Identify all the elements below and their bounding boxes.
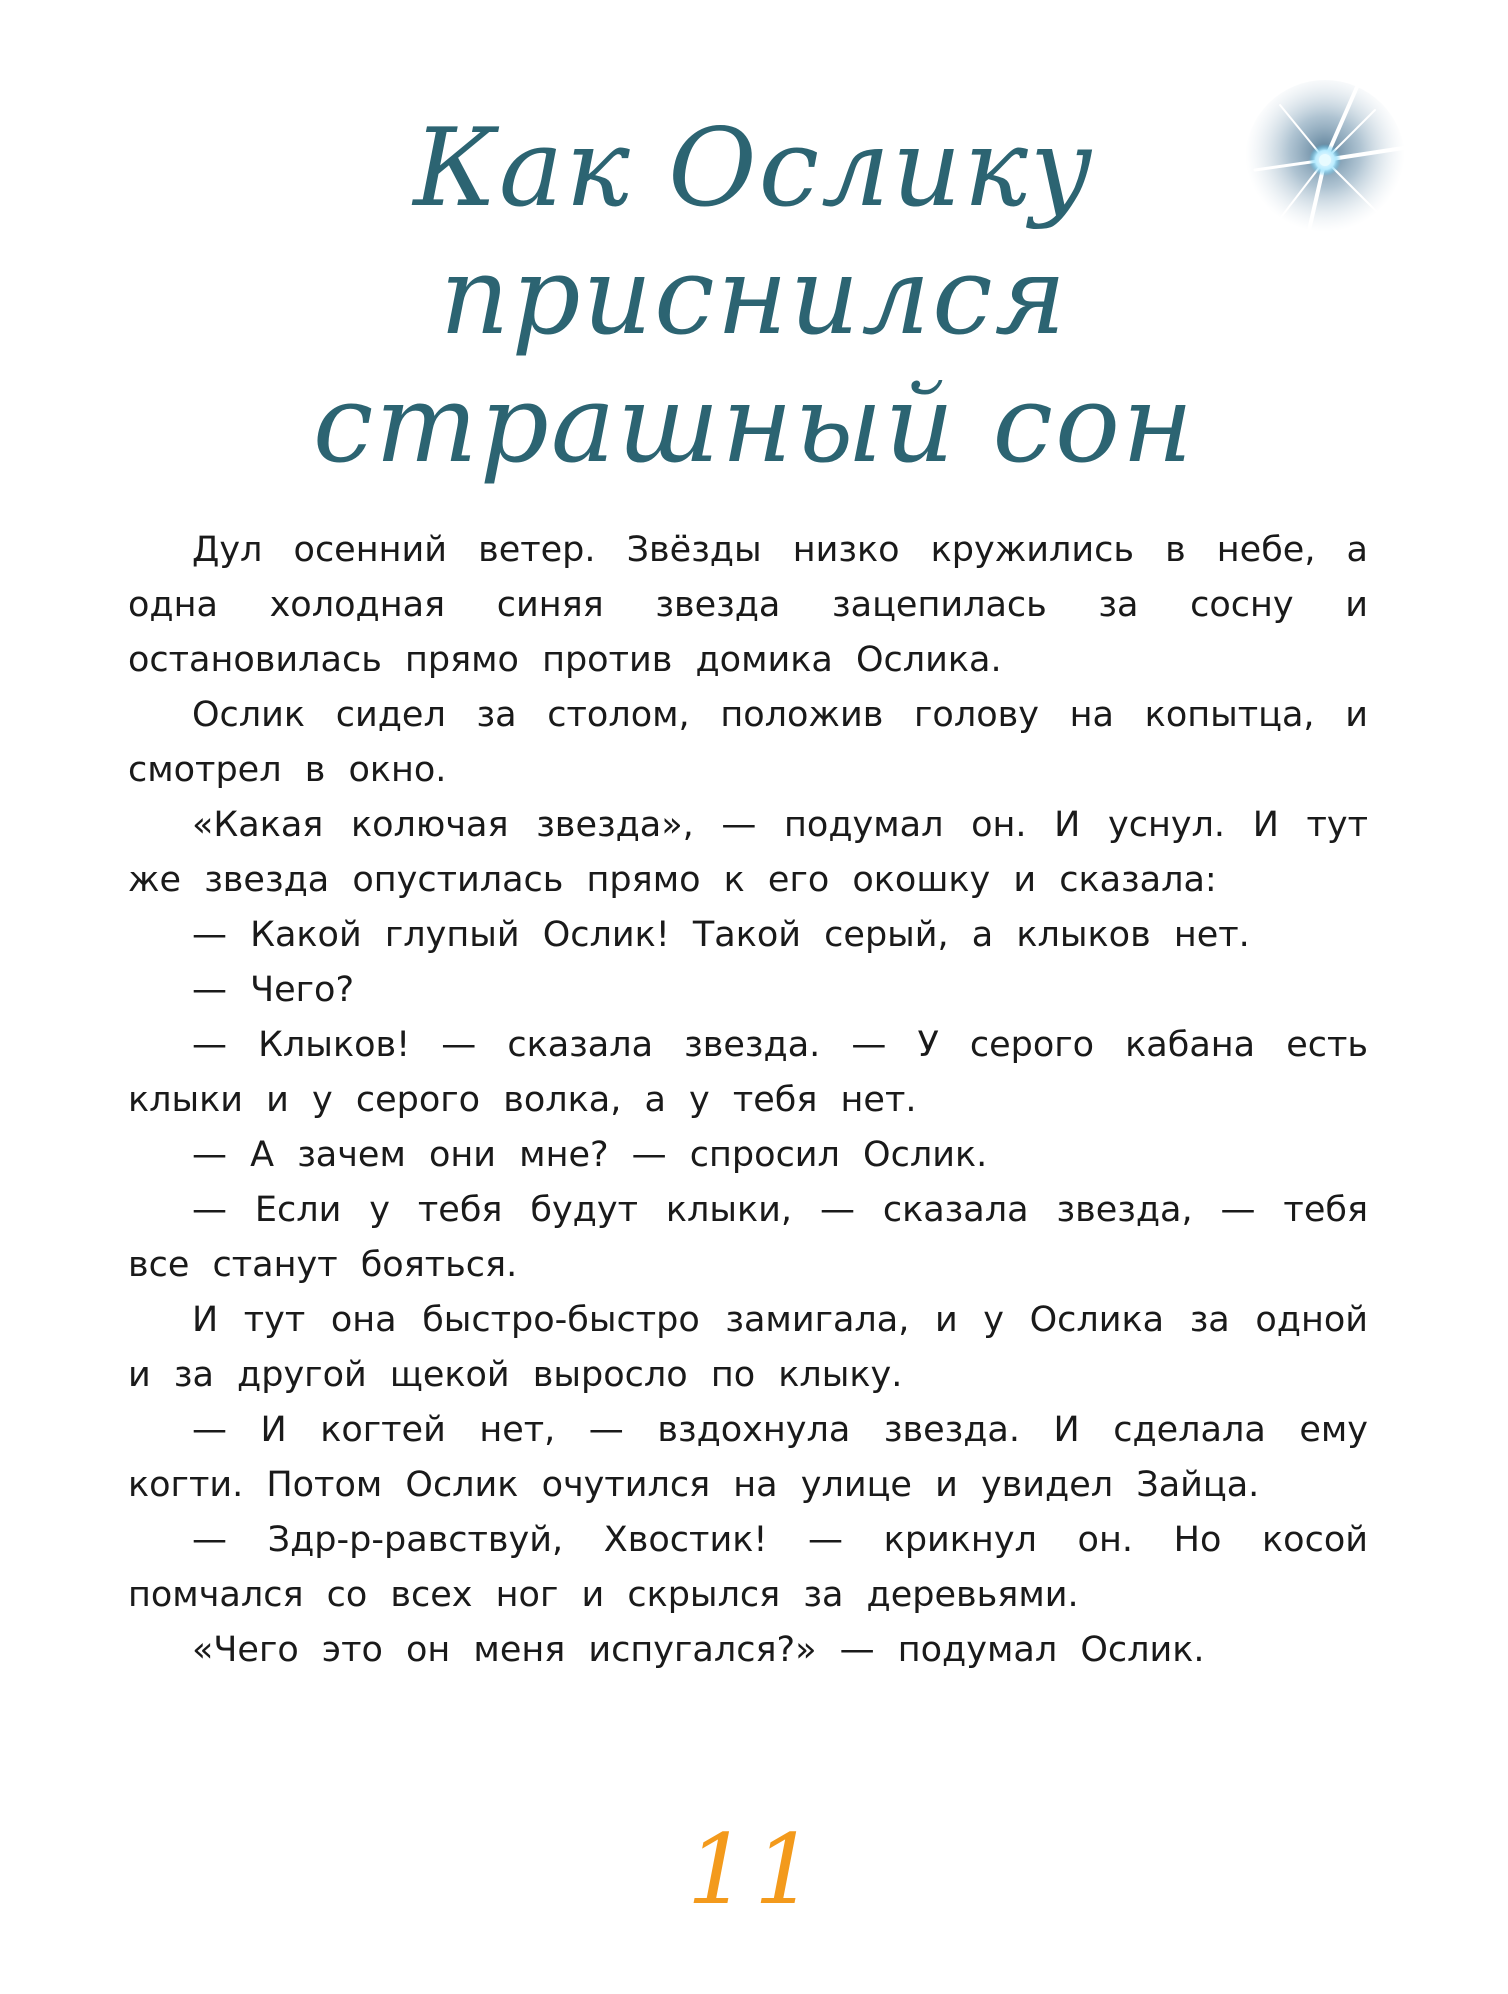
story-title bbox=[0, 105, 1508, 489]
title-line-3: страшный сон bbox=[312, 362, 1196, 487]
page-number: 11 bbox=[686, 1814, 822, 1926]
paragraph-7: — А зачем они мне? — спросил Ослик. bbox=[192, 1135, 988, 1175]
title-line-1: Как Ослику bbox=[413, 106, 1095, 231]
paragraph-12: «Чего это он меня испугался?» — подумал Ослик. bbox=[192, 1630, 1205, 1670]
title-line-2: приснился bbox=[439, 234, 1069, 359]
paragraph-9: И тут она быстро-быстро замигала, и у Ослика за одной и за другой щекой выросло по клыку. bbox=[128, 1300, 1368, 1395]
paragraph-8: — Если у тебя будут клыки, — сказала звезда, — тебя все станут бояться. bbox=[128, 1190, 1368, 1285]
paragraph-6: — Клыков! — сказала звезда. — У серого кабана есть клыки и у серого волка, а у тебя нет. bbox=[128, 1025, 1368, 1120]
paragraph-2: Ослик сидел за столом, положив голову на копытца, и смотрел в окно. bbox=[128, 695, 1368, 790]
paragraph-5: — Чего? bbox=[192, 970, 355, 1010]
paragraph-4: — Какой глупый Ослик! Такой серый, а клыков нет. bbox=[192, 915, 1250, 955]
story-body bbox=[128, 523, 1368, 1678]
paragraph-10: — И когтей нет, — вздохнула звезда. И сделала ему когти. Потом Ослик очутился на улице и увидел Зайца. bbox=[128, 1410, 1368, 1505]
paragraph-1: Дул осенний ветер. Звёзды низко кружились в небе, а одна холодная синяя звезда зацепилась за сосну и остановилась прямо против домика Ослика. bbox=[128, 530, 1368, 680]
paragraph-11: — Здр-р-равствуй, Хвостик! — крикнул он. Но косой помчался со всех ног и скрылся за деревьями. bbox=[128, 1520, 1368, 1615]
paragraph-3: «Какая колючая звезда», — подумал он. И уснул. И тут же звезда опустилась прямо к его окошку и сказала: bbox=[128, 805, 1368, 900]
